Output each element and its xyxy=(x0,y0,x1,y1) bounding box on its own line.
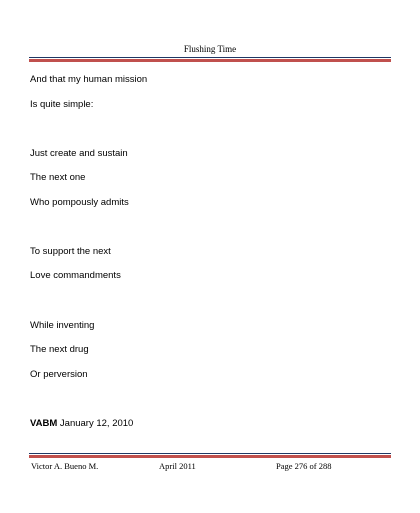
footer-rule-thick xyxy=(29,455,391,458)
poem-line: Or perversion xyxy=(30,369,88,380)
signature-line xyxy=(30,418,133,429)
poem-line: The next drug xyxy=(30,344,89,355)
poem-line: Love commandments xyxy=(30,270,121,281)
poem-line: And that my human mission xyxy=(30,74,148,85)
signature-date: January 12, 2010 xyxy=(59,418,134,429)
footer-date: April 2011 xyxy=(159,461,196,471)
poem-line: The next one xyxy=(30,172,86,183)
footer-rule-thin xyxy=(29,453,391,454)
poem-line: While inventing xyxy=(30,320,95,331)
footer-author: Victor A. Bueno M. xyxy=(31,461,99,471)
signature-initials: VABM xyxy=(30,418,58,429)
footer-page-number: Page 276 of 288 xyxy=(276,461,332,471)
running-header-title: Flushing Time xyxy=(183,44,237,54)
header-rule-thin xyxy=(29,57,391,58)
poem-line: Is quite simple: xyxy=(30,99,94,110)
poem-line: Just create and sustain xyxy=(30,148,128,159)
header-rule-thick xyxy=(29,59,391,62)
poem-line: To support the next xyxy=(30,246,111,257)
poem-line: Who pompously admits xyxy=(30,197,129,208)
